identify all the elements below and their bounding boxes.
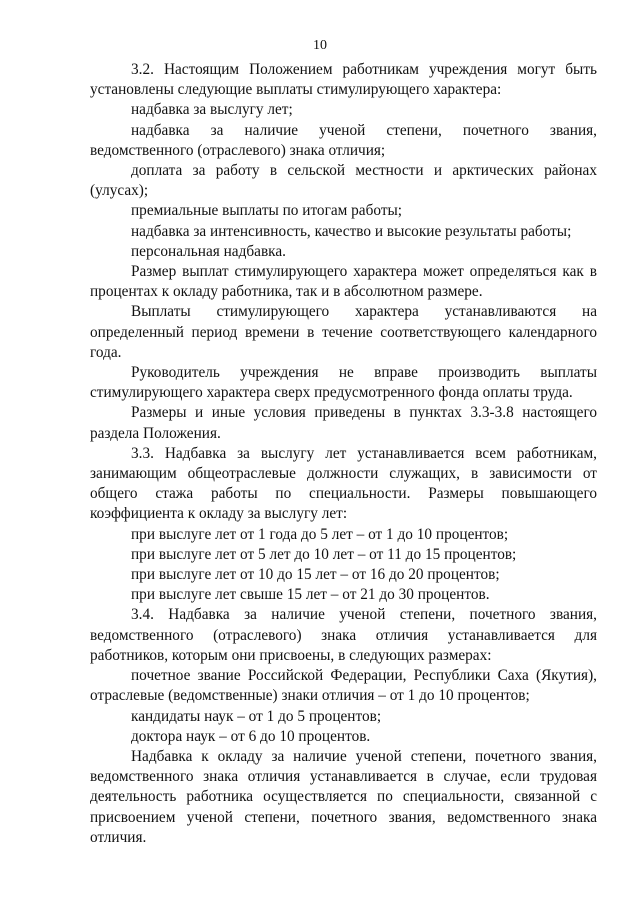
paragraph-degree-condition: Надбавка к окладу за наличие ученой степени, почетного звания, ведомственного знака отличия устанавливается в случае, если трудовая деятельность работника осуществляется по специальности, связанной с присвоением ученой степени, почетного звания, ведомственного знака отличия. bbox=[90, 747, 597, 846]
list-item-rural-arctic-bonus: доплата за работу в сельской местности и арктических районах (улусах); bbox=[90, 162, 597, 200]
list-item-honorary-title: почетное звание Российской Федерации, Республики Саха (Якутия), отраслевые (ведомственные) знаки отличия – от 1 до 10 процентов; bbox=[90, 667, 597, 705]
paragraph-3-2-intro: 3.2. Настоящим Положением работникам учреждения могут быть установлены следующие выплаты стимулирующего характера: bbox=[90, 61, 597, 99]
list-item-candidates: кандидаты наук – от 1 до 5 процентов; bbox=[131, 707, 382, 725]
list-item-personal-bonus: персональная надбавка. bbox=[131, 242, 286, 260]
list-item-doctors: доктора наук – от 6 до 10 процентов. bbox=[131, 727, 371, 745]
list-item-bonus-payments: премиальные выплаты по итогам работы; bbox=[131, 202, 403, 220]
list-item-seniority-3: при выслуге лет от 10 до 15 лет – от 16 до 20 процентов; bbox=[131, 566, 500, 584]
list-item-seniority-4: при выслуге лет свыше 15 лет – от 21 до 30 процентов. bbox=[131, 586, 490, 604]
paragraph-director-limit: Руководитель учреждения не вправе производить выплаты стимулирующего характера сверх предусмотренного фонда оплаты труда. bbox=[90, 364, 597, 402]
document-body bbox=[90, 60, 597, 848]
paragraph-payment-period: Выплаты стимулирующего характера устанавливаются на определенный период времени в течение соответствующего календарного года. bbox=[90, 303, 597, 361]
paragraph-reference: Размеры и иные условия приведены в пунктах 3.3-3.8 настоящего раздела Положения. bbox=[90, 404, 597, 442]
list-item-seniority-2: при выслуге лет от 5 лет до 10 лет – от 11 до 15 процентов; bbox=[131, 545, 517, 563]
paragraph-payment-size: Размер выплат стимулирующего характера может определяться как в процентах к окладу работника, так и в абсолютном размере. bbox=[90, 263, 597, 301]
list-item-degree-bonus: надбавка за наличие ученой степени, почетного звания, ведомственного (отраслевого) знака отличия; bbox=[90, 121, 597, 159]
paragraph-3-4-intro: 3.4. Надбавка за наличие ученой степени, почетного звания, ведомственного (отраслевого) знака отличия устанавливается для работников, которым они присвоены, в следующих размерах: bbox=[90, 606, 597, 664]
page-number: 10 bbox=[313, 38, 327, 53]
paragraph-3-3-intro: 3.3. Надбавка за выслугу лет устанавливается всем работникам, занимающим общеотраслевые должности служащих, в зависимости от общего стажа работы по специальности. Размеры повышающего коэффициента к окладу за выслугу лет: bbox=[90, 444, 597, 523]
list-item-seniority-1: при выслуге лет от 1 года до 5 лет – от 1 до 10 процентов; bbox=[131, 525, 509, 543]
list-item-seniority-bonus: надбавка за выслугу лет; bbox=[131, 101, 293, 119]
list-item-intensity-bonus: надбавка за интенсивность, качество и высокие результаты работы; bbox=[131, 222, 572, 240]
